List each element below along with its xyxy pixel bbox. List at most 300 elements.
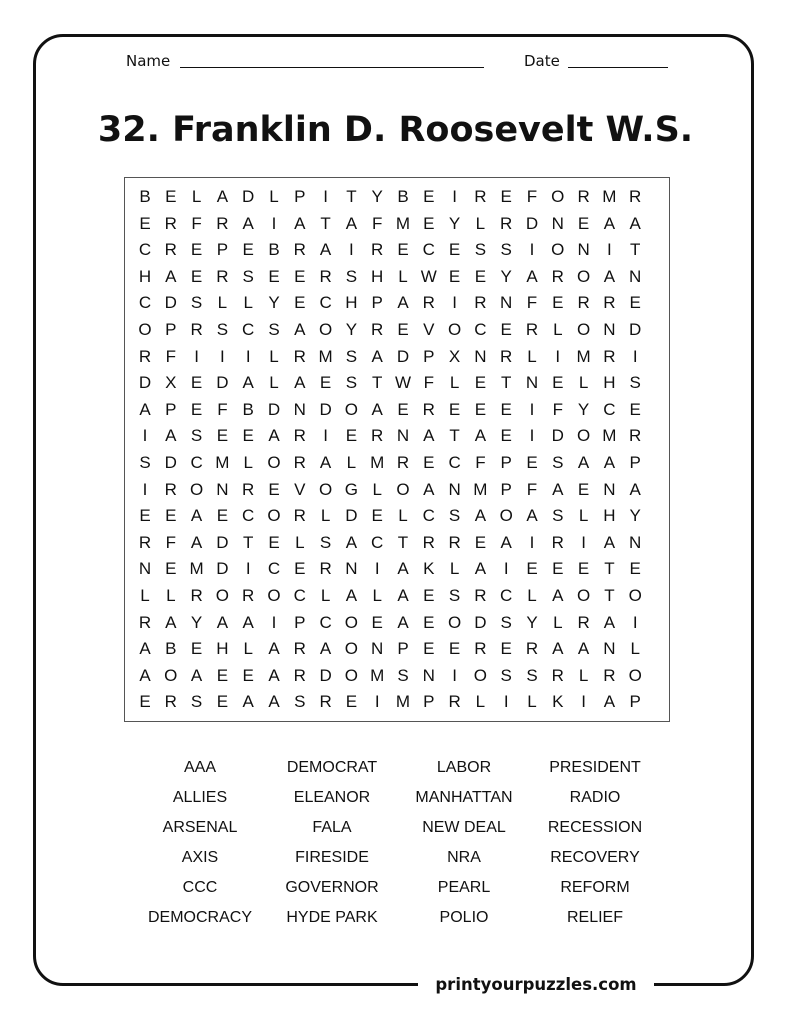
grid-letter[interactable]: P <box>423 346 435 366</box>
grid-letter[interactable]: E <box>190 240 203 260</box>
grid-letter[interactable]: A <box>165 266 177 286</box>
grid-letter[interactable]: N <box>629 266 642 286</box>
grid-letter[interactable]: N <box>603 479 616 499</box>
grid-letter[interactable]: R <box>474 293 487 313</box>
grid-letter[interactable]: O <box>628 665 642 685</box>
grid-letter[interactable]: E <box>526 453 538 472</box>
grid-letter[interactable]: B <box>397 187 409 206</box>
grid-letter[interactable]: I <box>632 612 638 632</box>
grid-letter[interactable]: I <box>142 426 148 446</box>
grid-letter[interactable]: Y <box>526 612 538 632</box>
grid-letter[interactable]: Y <box>371 187 383 206</box>
grid-letter[interactable]: F <box>191 213 202 233</box>
grid-letter[interactable]: E <box>268 532 280 552</box>
grid-letter[interactable]: O <box>576 266 591 286</box>
grid-letter[interactable]: A <box>552 479 564 499</box>
grid-letter[interactable]: E <box>500 320 512 339</box>
grid-letter[interactable]: L <box>475 213 486 233</box>
grid-letter[interactable]: I <box>452 293 457 313</box>
grid-letter[interactable]: L <box>578 665 589 685</box>
grid-letter[interactable]: R <box>603 665 616 685</box>
grid-letter[interactable]: R <box>293 346 306 366</box>
grid-letter[interactable]: D <box>164 453 177 472</box>
grid-letter[interactable]: O <box>344 612 358 632</box>
grid-letter[interactable]: R <box>319 266 332 286</box>
grid-letter[interactable]: S <box>500 665 512 685</box>
grid-letter[interactable]: I <box>194 346 199 366</box>
grid-letter[interactable]: I <box>529 532 535 552</box>
grid-letter[interactable]: O <box>189 479 204 499</box>
grid-letter[interactable]: K <box>423 559 435 579</box>
grid-letter[interactable]: Y <box>345 320 358 339</box>
grid-letter[interactable]: O <box>344 665 358 685</box>
grid-letter[interactable]: R <box>525 320 539 339</box>
grid-letter[interactable]: C <box>190 453 203 472</box>
grid-letter[interactable]: N <box>293 399 306 419</box>
grid-letter[interactable]: A <box>268 639 280 659</box>
grid-letter[interactable]: E <box>216 692 229 712</box>
grid-letter[interactable]: E <box>268 479 280 499</box>
grid-letter[interactable]: E <box>423 639 435 659</box>
grid-letter[interactable]: N <box>500 293 513 313</box>
grid-letter[interactable]: R <box>319 692 332 712</box>
grid-letter[interactable]: A <box>216 612 229 632</box>
grid-letter[interactable]: E <box>242 665 254 685</box>
grid-letter[interactable]: R <box>293 639 306 659</box>
grid-letter[interactable]: P <box>165 320 177 339</box>
grid-letter[interactable]: N <box>577 240 590 260</box>
grid-letter[interactable]: M <box>370 665 385 685</box>
grid-letter[interactable]: L <box>269 346 279 366</box>
grid-letter[interactable]: E <box>345 426 358 446</box>
grid-letter[interactable]: S <box>474 240 487 260</box>
grid-letter[interactable]: X <box>448 346 461 366</box>
grid-letter[interactable]: N <box>371 639 384 659</box>
grid-letter[interactable]: L <box>553 612 563 632</box>
grid-letter[interactable]: A <box>139 665 151 685</box>
grid-letter[interactable]: L <box>527 692 537 712</box>
grid-letter[interactable]: O <box>576 320 591 339</box>
grid-letter[interactable]: Y <box>500 266 512 286</box>
grid-letter[interactable]: A <box>397 293 409 313</box>
grid-letter[interactable]: D <box>396 346 410 366</box>
grid-letter[interactable]: P <box>500 479 512 499</box>
grid-letter[interactable]: O <box>138 320 152 339</box>
grid-letter[interactable]: R <box>293 665 306 685</box>
grid-letter[interactable]: E <box>216 665 229 685</box>
grid-letter[interactable]: M <box>602 187 617 206</box>
grid-letter[interactable]: H <box>216 639 229 659</box>
grid-letter[interactable]: E <box>345 692 358 712</box>
grid-letter[interactable]: S <box>629 373 641 393</box>
grid-letter[interactable]: T <box>371 373 383 393</box>
grid-letter[interactable]: B <box>268 240 280 260</box>
grid-letter[interactable]: I <box>349 240 354 260</box>
grid-letter[interactable]: R <box>551 532 564 552</box>
grid-letter[interactable]: S <box>139 453 151 472</box>
grid-letter[interactable]: A <box>629 213 641 233</box>
grid-letter[interactable]: A <box>268 692 280 712</box>
grid-letter[interactable]: I <box>503 559 509 579</box>
grid-letter[interactable]: A <box>345 532 358 552</box>
grid-letter[interactable]: R <box>293 240 306 260</box>
grid-letter[interactable]: E <box>577 559 590 579</box>
grid-letter[interactable]: A <box>474 559 487 579</box>
grid-letter[interactable]: A <box>371 399 383 419</box>
grid-letter[interactable]: R <box>138 346 152 366</box>
grid-letter[interactable]: H <box>371 266 384 286</box>
grid-letter[interactable]: R <box>396 453 410 472</box>
grid-letter[interactable]: I <box>607 240 612 260</box>
grid-letter[interactable]: N <box>216 479 229 499</box>
grid-letter[interactable]: A <box>190 665 203 685</box>
grid-letter[interactable]: E <box>552 559 564 579</box>
grid-letter[interactable]: A <box>603 532 616 552</box>
grid-letter[interactable]: L <box>527 586 537 605</box>
grid-letter[interactable]: R <box>371 426 384 446</box>
grid-letter[interactable]: B <box>139 187 151 206</box>
grid-letter[interactable]: D <box>216 373 229 393</box>
grid-letter[interactable]: A <box>526 506 538 526</box>
grid-letter[interactable]: T <box>242 532 254 552</box>
grid-letter[interactable]: I <box>245 559 251 579</box>
grid-letter[interactable]: E <box>474 373 487 393</box>
grid-letter[interactable]: E <box>190 373 203 393</box>
grid-letter[interactable]: R <box>577 612 590 632</box>
grid-letter[interactable]: S <box>268 320 280 339</box>
grid-letter[interactable]: E <box>577 479 590 499</box>
grid-letter[interactable]: Y <box>577 399 590 419</box>
grid-letter[interactable]: O <box>628 586 642 605</box>
grid-letter[interactable]: F <box>423 373 434 393</box>
grid-letter[interactable]: R <box>474 187 487 206</box>
grid-letter[interactable]: A <box>242 213 254 233</box>
grid-letter[interactable]: R <box>190 586 203 605</box>
grid-letter[interactable]: O <box>473 665 487 685</box>
grid-letter[interactable]: L <box>320 506 331 526</box>
grid-letter[interactable]: E <box>190 639 203 659</box>
grid-letter[interactable]: A <box>603 612 616 632</box>
grid-letter[interactable]: E <box>629 293 641 313</box>
grid-letter[interactable]: E <box>423 453 435 472</box>
grid-letter[interactable]: F <box>526 187 538 206</box>
grid-letter[interactable]: D <box>629 320 642 339</box>
grid-letter[interactable]: E <box>423 612 435 632</box>
grid-letter[interactable]: L <box>630 639 640 659</box>
grid-letter[interactable]: O <box>396 479 410 499</box>
grid-letter[interactable]: E <box>448 266 461 286</box>
grid-letter[interactable]: I <box>142 479 148 499</box>
grid-letter[interactable]: E <box>190 399 203 419</box>
grid-letter[interactable]: A <box>552 586 564 605</box>
grid-letter[interactable]: L <box>553 320 563 339</box>
grid-letter[interactable]: S <box>500 612 512 632</box>
grid-letter[interactable]: E <box>500 639 512 659</box>
grid-letter[interactable]: S <box>345 266 358 286</box>
grid-letter[interactable]: M <box>189 559 204 579</box>
grid-letter[interactable]: I <box>323 187 328 206</box>
grid-letter[interactable]: O <box>551 240 565 260</box>
grid-letter[interactable]: E <box>448 240 461 260</box>
grid-letter[interactable]: S <box>190 692 203 712</box>
grid-letter[interactable]: T <box>500 373 512 393</box>
grid-letter[interactable]: R <box>422 293 435 313</box>
grid-letter[interactable]: R <box>551 665 564 685</box>
grid-letter[interactable]: O <box>267 586 281 605</box>
grid-letter[interactable]: N <box>422 665 435 685</box>
grid-letter[interactable]: C <box>603 399 616 419</box>
grid-letter[interactable]: L <box>140 586 150 605</box>
grid-letter[interactable]: N <box>396 426 410 446</box>
grid-letter[interactable]: R <box>242 586 255 605</box>
grid-letter[interactable]: S <box>216 320 229 339</box>
grid-letter[interactable]: O <box>318 479 333 499</box>
grid-letter[interactable]: G <box>344 479 358 499</box>
grid-letter[interactable]: E <box>500 399 512 419</box>
grid-letter[interactable]: A <box>603 453 616 472</box>
grid-letter[interactable]: E <box>294 266 306 286</box>
grid-letter[interactable]: A <box>603 692 616 712</box>
grid-letter[interactable]: F <box>165 532 176 552</box>
grid-letter[interactable]: L <box>449 559 460 579</box>
grid-letter[interactable]: M <box>395 692 411 712</box>
grid-letter[interactable]: I <box>220 346 225 366</box>
grid-letter[interactable]: R <box>242 479 255 499</box>
grid-letter[interactable]: I <box>374 559 380 579</box>
grid-letter[interactable]: E <box>242 240 254 260</box>
grid-letter[interactable]: K <box>552 692 564 712</box>
name-field[interactable] <box>180 67 484 68</box>
grid-letter[interactable]: L <box>475 692 486 712</box>
grid-letter[interactable]: S <box>500 240 512 260</box>
grid-letter[interactable]: A <box>397 612 409 632</box>
grid-letter[interactable]: E <box>268 266 280 286</box>
grid-letter[interactable]: D <box>525 213 539 233</box>
grid-letter[interactable]: R <box>448 692 461 712</box>
grid-letter[interactable]: I <box>581 532 586 552</box>
grid-letter[interactable]: S <box>345 346 358 366</box>
grid-letter[interactable]: A <box>190 532 203 552</box>
grid-letter[interactable]: A <box>474 426 487 446</box>
grid-letter[interactable]: W <box>394 373 412 393</box>
grid-letter[interactable]: L <box>217 293 228 313</box>
grid-letter[interactable]: R <box>474 586 487 605</box>
grid-letter[interactable]: R <box>603 346 616 366</box>
grid-letter[interactable]: H <box>603 373 616 393</box>
grid-letter[interactable]: F <box>475 453 486 472</box>
grid-letter[interactable]: S <box>345 373 358 393</box>
grid-letter[interactable]: A <box>577 639 590 659</box>
grid-letter[interactable]: I <box>503 692 509 712</box>
grid-letter[interactable]: N <box>551 213 564 233</box>
grid-letter[interactable]: A <box>165 426 177 446</box>
grid-letter[interactable]: R <box>164 479 177 499</box>
grid-letter[interactable]: E <box>526 559 538 579</box>
grid-letter[interactable]: C <box>448 453 461 472</box>
grid-letter[interactable]: I <box>245 346 251 366</box>
grid-letter[interactable]: I <box>452 665 457 685</box>
grid-letter[interactable]: I <box>323 426 328 446</box>
grid-letter[interactable]: O <box>164 665 178 685</box>
grid-letter[interactable]: R <box>293 453 306 472</box>
grid-letter[interactable]: R <box>138 532 152 552</box>
grid-letter[interactable]: P <box>216 240 229 260</box>
grid-letter[interactable]: E <box>294 293 306 313</box>
grid-letter[interactable]: E <box>423 187 435 206</box>
grid-letter[interactable]: I <box>271 213 277 233</box>
grid-letter[interactable]: C <box>474 320 487 339</box>
grid-letter[interactable]: E <box>371 506 383 526</box>
grid-letter[interactable]: M <box>473 479 488 499</box>
grid-letter[interactable]: A <box>423 479 435 499</box>
grid-letter[interactable]: A <box>319 639 332 659</box>
grid-letter[interactable]: R <box>293 506 306 526</box>
grid-letter[interactable]: A <box>242 373 254 393</box>
grid-letter[interactable]: S <box>190 293 203 313</box>
grid-letter[interactable]: I <box>529 399 535 419</box>
grid-letter[interactable]: P <box>629 453 641 472</box>
grid-letter[interactable]: O <box>447 320 462 339</box>
grid-letter[interactable]: O <box>267 506 281 526</box>
grid-letter[interactable]: A <box>629 479 641 499</box>
grid-letter[interactable]: E <box>397 320 409 339</box>
grid-letter[interactable]: C <box>138 240 152 260</box>
grid-letter[interactable]: O <box>576 586 591 605</box>
grid-letter[interactable]: E <box>397 240 409 260</box>
grid-letter[interactable]: E <box>629 559 641 579</box>
grid-letter[interactable]: L <box>398 506 408 526</box>
grid-letter[interactable]: S <box>294 692 306 712</box>
grid-letter[interactable]: A <box>397 586 409 605</box>
grid-letter[interactable]: N <box>525 373 539 393</box>
grid-letter[interactable]: R <box>448 532 461 552</box>
grid-letter[interactable]: T <box>346 187 357 206</box>
grid-letter[interactable]: I <box>529 426 535 446</box>
grid-letter[interactable]: V <box>423 320 435 339</box>
grid-letter[interactable]: E <box>190 266 203 286</box>
grid-letter[interactable]: N <box>603 320 616 339</box>
grid-letter[interactable]: S <box>526 665 538 685</box>
grid-letter[interactable]: L <box>449 373 460 393</box>
grid-letter[interactable]: D <box>138 373 152 393</box>
grid-letter[interactable]: R <box>190 320 203 339</box>
grid-letter[interactable]: H <box>603 506 616 526</box>
grid-letter[interactable]: S <box>319 532 332 552</box>
grid-letter[interactable]: C <box>267 559 281 579</box>
grid-letter[interactable]: E <box>139 692 151 712</box>
grid-letter[interactable]: L <box>166 586 176 605</box>
grid-letter[interactable]: E <box>423 213 435 233</box>
grid-letter[interactable]: M <box>215 453 230 472</box>
grid-letter[interactable]: E <box>423 586 435 605</box>
grid-letter[interactable]: C <box>371 532 384 552</box>
grid-letter[interactable]: N <box>629 532 642 552</box>
grid-letter[interactable]: T <box>397 532 409 552</box>
grid-letter[interactable]: L <box>372 479 382 499</box>
grid-letter[interactable]: Y <box>190 612 203 632</box>
grid-letter[interactable]: C <box>293 586 306 605</box>
grid-letter[interactable]: R <box>500 346 513 366</box>
grid-letter[interactable]: R <box>525 639 539 659</box>
grid-letter[interactable]: I <box>529 240 535 260</box>
grid-letter[interactable]: A <box>319 240 332 260</box>
grid-letter[interactable]: C <box>138 293 152 313</box>
grid-letter[interactable]: F <box>165 346 176 366</box>
grid-letter[interactable]: O <box>576 426 591 446</box>
grid-letter[interactable]: A <box>603 266 616 286</box>
grid-letter[interactable]: R <box>216 213 229 233</box>
grid-letter[interactable]: S <box>448 586 461 605</box>
grid-letter[interactable]: E <box>242 426 254 446</box>
grid-letter[interactable]: M <box>576 346 591 366</box>
grid-letter[interactable]: D <box>474 612 487 632</box>
grid-letter[interactable]: R <box>422 399 435 419</box>
grid-letter[interactable]: R <box>577 293 590 313</box>
grid-letter[interactable]: E <box>294 559 306 579</box>
grid-letter[interactable]: E <box>165 506 177 526</box>
grid-letter[interactable]: E <box>165 559 177 579</box>
grid-letter[interactable]: O <box>267 453 281 472</box>
grid-letter[interactable]: L <box>269 373 279 393</box>
grid-letter[interactable]: R <box>164 213 177 233</box>
grid-letter[interactable]: A <box>474 506 487 526</box>
grid-letter[interactable]: R <box>138 612 152 632</box>
grid-letter[interactable]: S <box>397 665 409 685</box>
grid-letter[interactable]: L <box>320 586 331 605</box>
grid-letter[interactable]: E <box>474 399 487 419</box>
grid-letter[interactable]: A <box>165 612 177 632</box>
grid-letter[interactable]: E <box>629 399 641 419</box>
grid-letter[interactable]: R <box>164 240 177 260</box>
grid-letter[interactable]: S <box>552 506 564 526</box>
grid-letter[interactable]: F <box>217 399 228 419</box>
grid-letter[interactable]: D <box>164 293 177 313</box>
grid-letter[interactable]: P <box>397 639 409 659</box>
grid-letter[interactable]: P <box>165 399 177 419</box>
grid-letter[interactable]: L <box>346 453 357 472</box>
grid-letter[interactable]: A <box>216 187 229 206</box>
grid-letter[interactable]: A <box>242 612 254 632</box>
grid-letter[interactable]: L <box>243 293 253 313</box>
grid-letter[interactable]: L <box>372 586 382 605</box>
grid-letter[interactable]: E <box>216 506 229 526</box>
grid-letter[interactable]: D <box>216 559 229 579</box>
grid-letter[interactable]: O <box>344 639 358 659</box>
grid-letter[interactable]: E <box>216 426 229 446</box>
grid-letter[interactable]: R <box>216 266 229 286</box>
grid-letter[interactable]: T <box>604 586 615 605</box>
grid-letter[interactable]: D <box>551 426 564 446</box>
grid-letter[interactable]: D <box>267 399 281 419</box>
grid-letter[interactable]: L <box>398 266 408 286</box>
grid-letter[interactable]: F <box>552 399 563 419</box>
grid-letter[interactable]: R <box>371 240 384 260</box>
grid-letter[interactable]: E <box>474 266 487 286</box>
grid-letter[interactable]: C <box>319 293 332 313</box>
grid-letter[interactable]: A <box>139 399 151 419</box>
grid-letter[interactable]: E <box>139 213 151 233</box>
grid-letter[interactable]: L <box>243 453 253 472</box>
grid-letter[interactable]: A <box>577 453 590 472</box>
grid-letter[interactable]: P <box>294 612 306 632</box>
grid-letter[interactable]: A <box>268 426 280 446</box>
grid-letter[interactable]: A <box>526 266 538 286</box>
grid-letter[interactable]: L <box>191 187 202 206</box>
grid-letter[interactable]: A <box>500 532 512 552</box>
date-field[interactable] <box>568 67 668 68</box>
grid-letter[interactable]: E <box>474 532 487 552</box>
grid-letter[interactable]: L <box>578 506 589 526</box>
